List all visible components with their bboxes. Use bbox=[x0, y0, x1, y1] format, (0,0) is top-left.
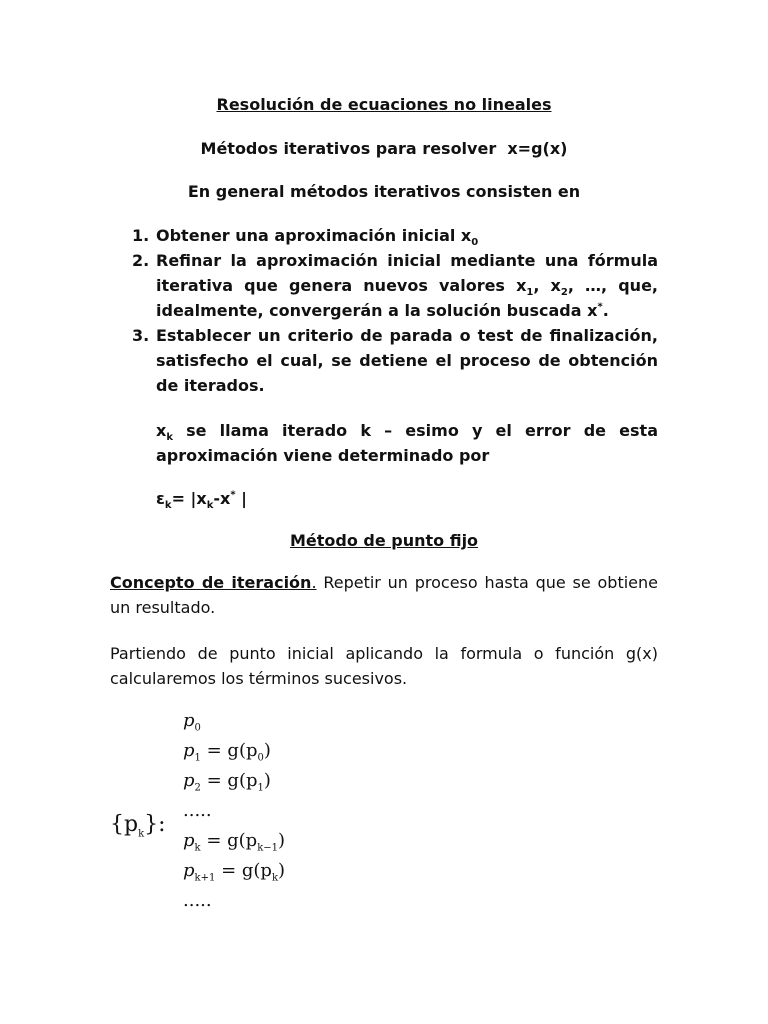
seq-rhs-end: ) bbox=[263, 770, 271, 791]
seq-lhs: p bbox=[183, 770, 195, 791]
partiendo-line: Partiendo de punto inicial aplicando la formula o función g(x) bbox=[110, 644, 658, 663]
step-line: Establecer un criterio de parada o test de finalización, bbox=[156, 326, 658, 345]
sequence-row bbox=[183, 886, 383, 916]
partiendo-paragraph bbox=[110, 641, 658, 691]
step-line: Refinar la aproximación inicial mediante una fórmula bbox=[156, 251, 658, 270]
seq-rhs-end: ) bbox=[278, 860, 286, 881]
sequence-row bbox=[183, 826, 383, 856]
seq-lhs: p bbox=[183, 740, 195, 761]
subscript: 0 bbox=[257, 752, 264, 764]
steps-list bbox=[132, 223, 658, 398]
error-formula bbox=[156, 486, 456, 511]
iterate-note bbox=[156, 418, 658, 468]
step-number: 2. bbox=[132, 251, 150, 270]
concept-line: un resultado. bbox=[110, 598, 216, 617]
sequence-row bbox=[183, 796, 383, 826]
concept-paragraph bbox=[110, 570, 658, 620]
seq-dots: ..... bbox=[183, 890, 212, 911]
step-text: , …, que, bbox=[567, 276, 658, 295]
step-text: iterativa que genera nuevos valores x bbox=[156, 276, 527, 295]
subscript: k bbox=[206, 500, 214, 512]
seq-lhs: p bbox=[183, 860, 195, 881]
subscript: 2 bbox=[194, 782, 201, 794]
brace-open: {p bbox=[110, 812, 139, 837]
step-line bbox=[156, 273, 658, 298]
step-number: 1. bbox=[132, 226, 150, 245]
step-line bbox=[156, 298, 658, 323]
brace-close: }: bbox=[144, 812, 166, 837]
page-title: Resolución de ecuaciones no lineales bbox=[216, 95, 552, 114]
seq-rhs-end: ) bbox=[278, 830, 286, 851]
step-number: 3. bbox=[132, 326, 150, 345]
subscript: k bbox=[194, 842, 201, 854]
seq-lhs: p bbox=[183, 830, 195, 851]
step-text: Obtener una aproximación inicial x bbox=[156, 226, 472, 245]
formula-text: -x bbox=[213, 489, 231, 508]
step-text: idealmente, convergerán a la solución buscada x bbox=[156, 301, 598, 320]
sequence-row bbox=[183, 736, 383, 766]
subscript: 2 bbox=[560, 287, 568, 299]
superscript: * bbox=[597, 301, 603, 313]
page-subtitle: Métodos iterativos para resolver x=g(x) bbox=[200, 139, 568, 158]
step-1 bbox=[132, 223, 658, 248]
subscript: k bbox=[166, 432, 173, 444]
epsilon: ε bbox=[156, 489, 165, 508]
concept-text: Repetir un proceso hasta que se obtiene bbox=[316, 573, 658, 592]
subscript: 1 bbox=[194, 752, 201, 764]
subscript: 1 bbox=[257, 782, 264, 794]
formula-text: | bbox=[235, 489, 247, 508]
sequence-row bbox=[183, 856, 383, 886]
subscript: k+1 bbox=[194, 872, 216, 884]
subscript: 0 bbox=[471, 237, 479, 249]
iterate-line bbox=[156, 418, 658, 443]
concept-text: . bbox=[311, 573, 317, 592]
step-3 bbox=[132, 323, 658, 398]
iterate-text: se llama iterado k – esimo y el error de esta bbox=[172, 421, 658, 440]
subscript: k bbox=[271, 872, 278, 884]
seq-lhs: p bbox=[183, 710, 195, 731]
step-text: , x bbox=[533, 276, 561, 295]
seq-rhs: = g(p bbox=[215, 860, 272, 881]
var-x: x bbox=[156, 421, 167, 440]
seq-dots: ..... bbox=[183, 800, 212, 821]
step-line: de iterados. bbox=[156, 376, 265, 395]
step-line: satisfecho el cual, se detiene el proceso de obtención bbox=[156, 351, 658, 370]
subscript: k bbox=[164, 500, 172, 512]
subscript: 1 bbox=[526, 287, 534, 299]
concept-line bbox=[110, 570, 658, 595]
subscript: 0 bbox=[194, 722, 201, 734]
seq-rhs: = g(p bbox=[200, 770, 258, 791]
sequence-brace-label bbox=[110, 810, 166, 840]
concept-label: Concepto de iteración bbox=[110, 573, 312, 592]
intro-text: En general métodos iterativos consisten en bbox=[187, 182, 581, 201]
sequence-row bbox=[183, 766, 383, 796]
superscript: * bbox=[230, 489, 236, 501]
subscript: k bbox=[138, 828, 145, 840]
seq-rhs-end: ) bbox=[263, 740, 271, 761]
step-text: . bbox=[602, 301, 609, 320]
partiendo-line: calcularemos los términos sucesivos. bbox=[110, 669, 408, 688]
iterate-line: aproximación viene determinado por bbox=[156, 446, 490, 465]
sequence-row bbox=[183, 706, 383, 736]
sequence-list bbox=[183, 706, 383, 916]
section-title: Método de punto fijo bbox=[289, 531, 479, 550]
formula-text: = |x bbox=[171, 489, 207, 508]
step-2 bbox=[132, 248, 658, 323]
subscript: k−1 bbox=[257, 842, 278, 854]
seq-rhs: = g(p bbox=[200, 740, 258, 761]
seq-rhs: = g(p bbox=[200, 830, 258, 851]
